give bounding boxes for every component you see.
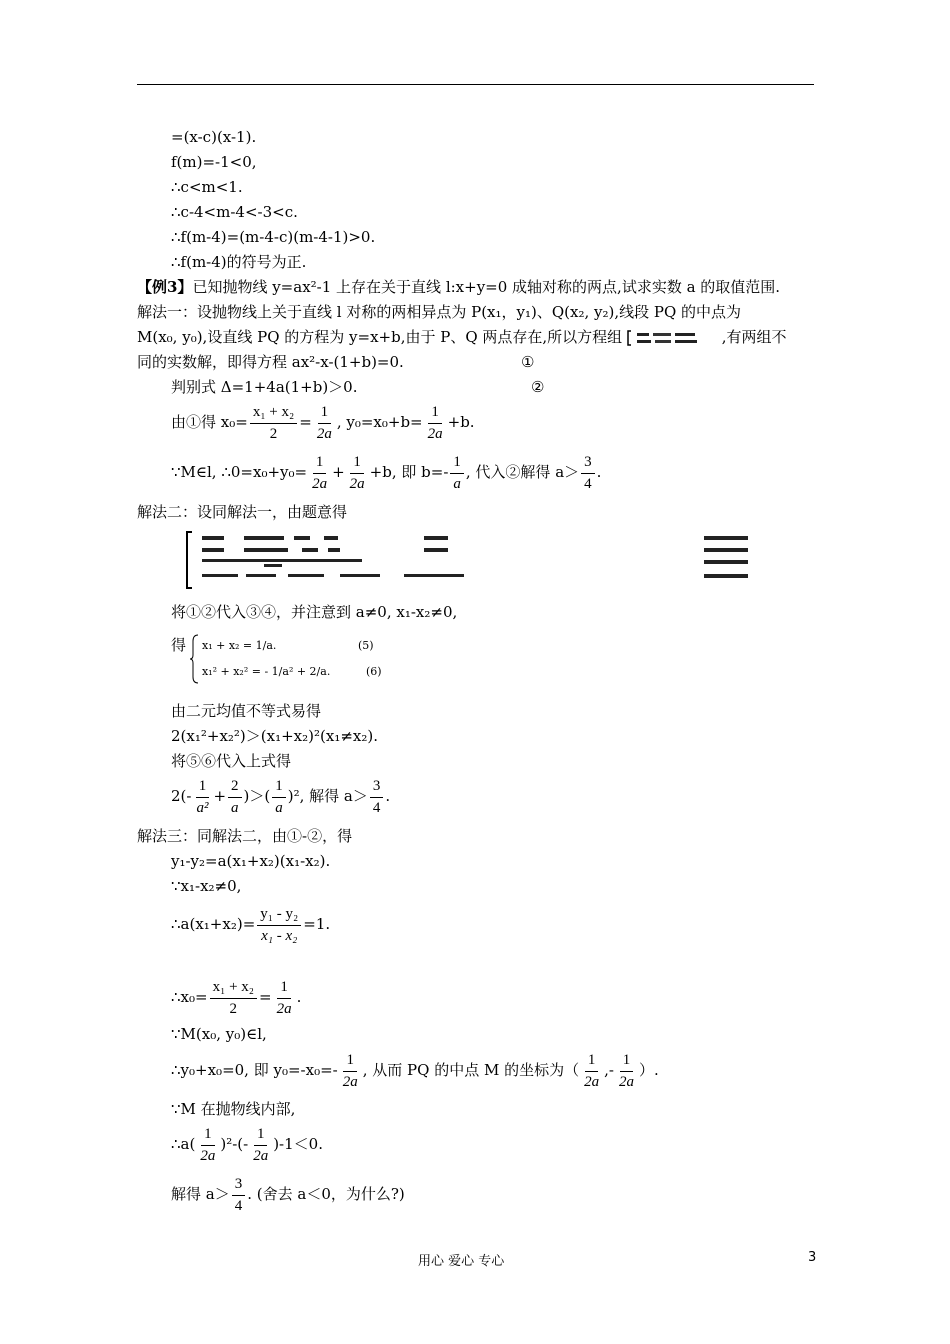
- blurred-equation-system: [184, 530, 784, 590]
- solution-3-line-b: ∵x₁-x₂≠0,: [171, 877, 242, 895]
- header-rule: [137, 84, 814, 85]
- solution-1-line-e: 由①得 x₀= $\frac{\text{x₁ + x₂}}{2}$ = $\frac{1}{2a}$ , y₀=x₀+b= $\frac{1}{2a}$ +b.: [171, 403, 475, 442]
- fraction-1-over-a: $\frac{1}{a}$: [272, 778, 286, 817]
- solution-2-heading: 解法二：设同解法一，由题意得: [137, 503, 348, 521]
- fraction-1-over-2a: $\frac{1}{2a}$: [253, 1125, 269, 1164]
- blurred-system: [627, 329, 717, 347]
- solution-3-line-g: ∵M 在抛物线内部,: [171, 1100, 296, 1118]
- blurred-system-image: [627, 329, 717, 347]
- circle-2-mark: ②: [531, 378, 545, 396]
- solution-1-line-f: ∵M∈l, ∴0=x₀+y₀= $\frac{1}{2a}$ + $\frac{1}{2a}$ +b, 即 b=- $\frac{1}{a}$ , 代入②解得 a＞ $\frac{3}{4}$ .: [171, 453, 602, 492]
- fraction-1-over-2a: $\frac{1}{2a}$: [349, 453, 365, 492]
- eq-line-6: ∴f(m-4)的符号为正.: [171, 253, 307, 271]
- solution-2-ineq: 2(x₁²+x₂²)＞(x₁+x₂)²(x₁≠x₂).: [171, 727, 379, 745]
- fraction-1-over-2a: $\frac{1}{2a}$: [427, 403, 443, 442]
- eq-line-1: =(x-c)(x-1).: [171, 128, 257, 146]
- fraction-1-over-2a: $\frac{1}{2a}$: [312, 453, 328, 492]
- discriminant-line: 判别式 Δ=1+4a(1+b)＞0.: [171, 378, 358, 396]
- fraction-2-over-a: $\frac{2}{a}$: [228, 778, 242, 817]
- example-3-label: 【例3】: [137, 278, 193, 296]
- fraction-3-over-4: $\frac{3}{4}$: [370, 778, 384, 817]
- fraction-1-over-2a: $\frac{1}{2a}$: [200, 1125, 216, 1164]
- solution-3-line-f: ∴y₀+x₀=0, 即 y₀=-x₀=- $\frac{1}{2a}$ , 从而 PQ 的中点 M 的坐标为（ $\frac{1}{2a}$ ,- $\frac{1}{2a}$ ）.: [171, 1051, 659, 1090]
- eq-line-3: ∴c<m<1.: [171, 178, 243, 196]
- equation-5-number: (5): [358, 639, 374, 652]
- equation-6-number: (6): [366, 665, 382, 678]
- fraction-3-over-4: $\frac{3}{4}$: [581, 454, 595, 493]
- solution-2-substitute-2: 将⑤⑥代入上式得: [171, 752, 292, 770]
- blurred-equation-system-image: [184, 530, 784, 590]
- system-5-6: [190, 633, 390, 685]
- solution-3-line-a: y₁-y₂=a(x₁+x₂)(x₁-x₂).: [171, 852, 331, 870]
- fraction-1-over-2a: $\frac{1}{2a}$: [618, 1051, 634, 1090]
- fraction-1-over-2a: $\frac{1}{2a}$: [584, 1051, 600, 1090]
- solution-1-line-c: 同的实数解，即得方程 ax²-x-(1+b)=0.: [137, 353, 404, 371]
- fraction-1-over-2a: $\frac{1}{2a}$: [342, 1051, 358, 1090]
- solution-3-line-d: ∴x₀= $\frac{\text{x₁ + x₂}}{2}$ = $\frac{1}{2a}$ .: [171, 978, 302, 1017]
- footer-text: 用心 爱心 专心: [418, 1254, 505, 1269]
- equation-6: x₁² + x₂² = - 1/a² + 2/a.: [202, 665, 331, 678]
- solution-2-result: 2(- $\frac{1}{\text{a²}}$ + $\frac{2}{a}$ )＞( $\frac{1}{a}$ )², 解得 a＞ $\frac{3}{4}$ .: [171, 777, 391, 816]
- solution-1-line-a: 解法一：设抛物线上关于直线 l 对称的两相异点为 P(x₁，y₁)、Q(x₂, y₂),线段 PQ 的中点为: [137, 303, 742, 321]
- circle-1-mark: ①: [521, 353, 535, 371]
- eq-line-2: f(m)=-1<0,: [171, 153, 257, 171]
- solution-1-line-b: M(x₀, y₀),设直线 PQ 的方程为 y=x+b,由于 P、Q 两点存在,所以方程组 ,有两组不: [137, 328, 787, 346]
- example-3-statement: [137, 278, 780, 296]
- solution-3-line-h: ∴a( $\frac{1}{2a}$ )²-(- $\frac{1}{2a}$ )-1＜0.: [171, 1125, 323, 1164]
- fraction-slope: $\frac{\text{y₁ - y₂}}{\text{x₁ - x₂}}$: [257, 906, 301, 945]
- solution-2-ineq-intro: 由二元均值不等式易得: [171, 702, 322, 720]
- fraction-midpoint: $\frac{\text{x₁ + x₂}}{2}$: [250, 404, 297, 443]
- solution-3-line-c: ∴a(x₁+x₂)= $\frac{\text{y₁ - y₂}}{\text{x₁ - x₂}}$ =1.: [171, 905, 331, 944]
- fraction-1-over-2a: $\frac{1}{2a}$: [276, 978, 292, 1017]
- eq-line-5: ∴f(m-4)=(m-4-c)(m-4-1)>0.: [171, 228, 376, 246]
- fraction-3-over-4: $\frac{3}{4}$: [232, 1176, 246, 1215]
- solution-3-line-e: ∵M(x₀, y₀)∈l,: [171, 1025, 267, 1043]
- eq-line-4: ∴c-4<m-4<-3<c.: [171, 203, 298, 221]
- fraction-1-over-2a: $\frac{1}{2a}$: [316, 403, 332, 442]
- solution-2-substitute: 将①②代入③④，并注意到 a≠0, x₁-x₂≠0,: [171, 603, 458, 621]
- fraction-1-over-a-squared: $\frac{1}{\text{a²}}$: [196, 777, 209, 816]
- equation-5: x₁ + x₂ = 1/a.: [202, 639, 277, 652]
- solution-3-heading: 解法三：同解法二，由①-②，得: [137, 827, 353, 845]
- page-number: 3: [808, 1250, 817, 1265]
- solution-2-de-label: 得: [171, 636, 187, 654]
- fraction-midpoint: $\frac{\text{x₁ + x₂}}{2}$: [210, 979, 257, 1018]
- example-3-text: 已知抛物线 y=ax²-1 上存在关于直线 l:x+y=0 成轴对称的两点,试求实数 a 的取值范围.: [192, 278, 781, 296]
- fraction-1-over-a: $\frac{1}{a}$: [450, 454, 464, 493]
- solution-3-line-i: 解得 a＞ $\frac{3}{4}$ . (舍去 a＜0，为什么?): [171, 1175, 405, 1214]
